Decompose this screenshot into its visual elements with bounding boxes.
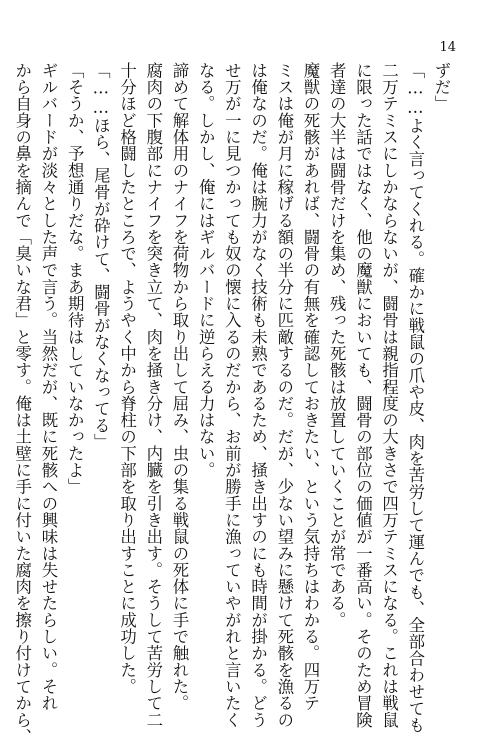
- text-line: ずだ」: [432, 62, 451, 112]
- text-line: ミスは俺が月に稼げる額の半分に匹敵するのだ。だが、少ない望みに懸けて死骸を漁るの: [274, 62, 294, 728]
- text-line: ギルバードが淡々とした声で言う。当然だが、既に死骸への興味は失せたらしい。それ: [38, 62, 58, 712]
- text-line: 「……よく言ってくれる。確かに戦鼠の爪や皮、肉を苦労して運んでも、全部合わせても: [405, 62, 425, 734]
- page-number: 14: [439, 40, 456, 55]
- text-line: なる。しかし、俺にはギルバードに逆らえる力はない。: [196, 62, 216, 479]
- text-line: 者達の大半は闘骨だけを集め、残った死骸は放置していくことが常である。: [327, 62, 347, 629]
- text-line: は俺なのだ。俺は腕力がなく技術も未熟であるため、掻き出すのにも時間が掛かる。どう: [248, 62, 268, 728]
- text-line: 「……ほら、尾骨が砕けて、闘骨がなくなってる」: [91, 62, 111, 451]
- text-line: から自身の鼻を摘んで「臭いな君」と零す。俺は土壁に手に付いた腐肉を擦り付けてから、: [12, 62, 32, 745]
- body-text: [12, 62, 454, 745]
- text-line: 「そうか、予想通りだな。まあ期待はしていなかったよ」: [65, 62, 85, 495]
- text-line: に限った話ではなく、他の魔獣においても、闘骨の部位の価値が一番高い。そのため冒険: [353, 62, 373, 728]
- text-line: 諦めて解体用のナイフを荷物から取り出して屈み、虫の集る戦鼠の死体に手で触れた。: [169, 62, 189, 712]
- text-line: せ万が一に見つかっても奴の懐に入るのだから、お前が勝手に漁っていやがれと言いたく: [222, 62, 242, 728]
- text-line: 二万テミスにしかならないが、闘骨は親指程度の大きさで四万テミスになる。これは戦鼠: [379, 62, 399, 728]
- text-line: 腐肉の下腹部にナイフを突き立て、肉を掻き分け、内臓を引き出す。そうして苦労して二: [143, 62, 163, 728]
- text-line: 魔獣の死骸があれば、闘骨の有無を確認しておきたい、という気持ちはわかる。四万テ: [300, 62, 320, 712]
- text-line: 十分ほど格闘したところで、ようやく中から脊柱の下部を取り出すことに成功した。: [117, 62, 137, 695]
